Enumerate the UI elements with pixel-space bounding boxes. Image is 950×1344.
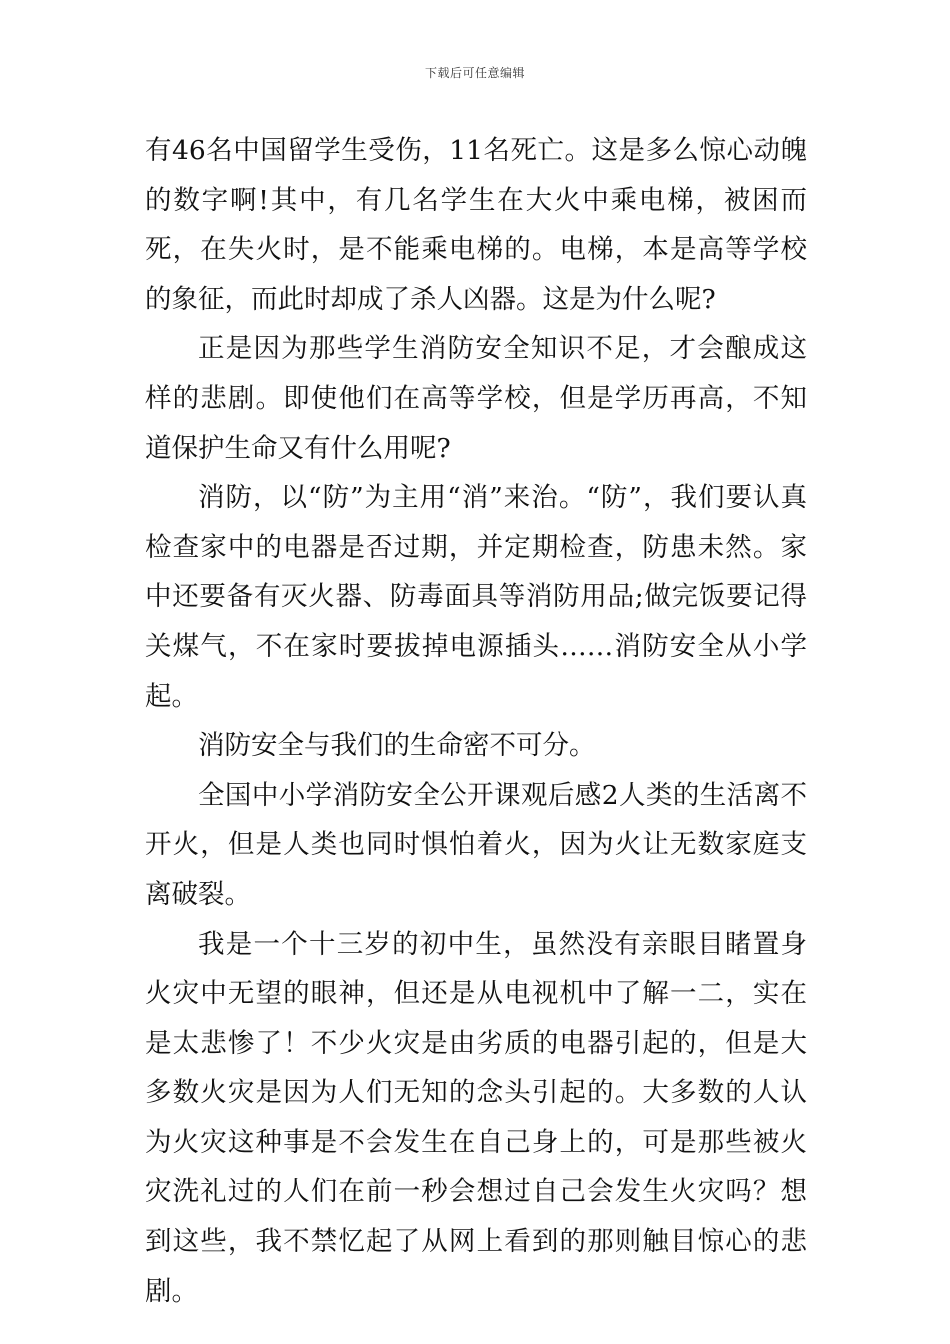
page-header-note: 下载后可任意编辑 [424, 66, 525, 80]
paragraph-4: 消防安全与我们的生命密不可分。 [198, 730, 596, 762]
paragraph-1: 有46名中国留学生受伤，11名死亡。这是多么惊心动魄的数字啊!其中，有几名学生在大火中乘电梯，被困而死，在失火时，是不能乘电梯的。电梯，本是高等学校的象征，而此时却成了杀人凶器。这是为什么呢? [145, 135, 807, 315]
document-body [145, 126, 807, 1316]
paragraph-6: 我是一个十三岁的初中生，虽然没有亲眼目睹置身火灾中无望的眼神，但还是从电视机中了解一二，实在是太悲惨了！不少火灾是由劣质的电器引起的，但是大多数火灾是因为人们无知的念头引起的。大多数的人认为火灾这种事是不会发生在自己身上的，可是那些被火灾洗礼过的人们在前一秒会想过自己会发生火灾吗？想到这些，我不禁忆起了从网上看到的那则触目惊心的悲剧。 [145, 928, 807, 1307]
paragraph-5: 全国中小学消防安全公开课观后感2人类的生活离不开火，但是人类也同时惧怕着火，因为火让无数家庭支离破裂。 [145, 779, 807, 910]
paragraph-3: 消防，以“防”为主用“消”来治。“防”，我们要认真检查家中的电器是否过期，并定期检查，防患未然。家中还要备有灭火器、防毒面具等消防用品;做完饭要记得关煤气，不在家时要拔掉电源插头……消防安全从小学起。 [145, 482, 807, 712]
paragraph-2: 正是因为那些学生消防安全知识不足，才会酿成这样的悲剧。即使他们在高等学校，但是学历再高，不知道保护生命又有什么用呢? [145, 333, 807, 464]
